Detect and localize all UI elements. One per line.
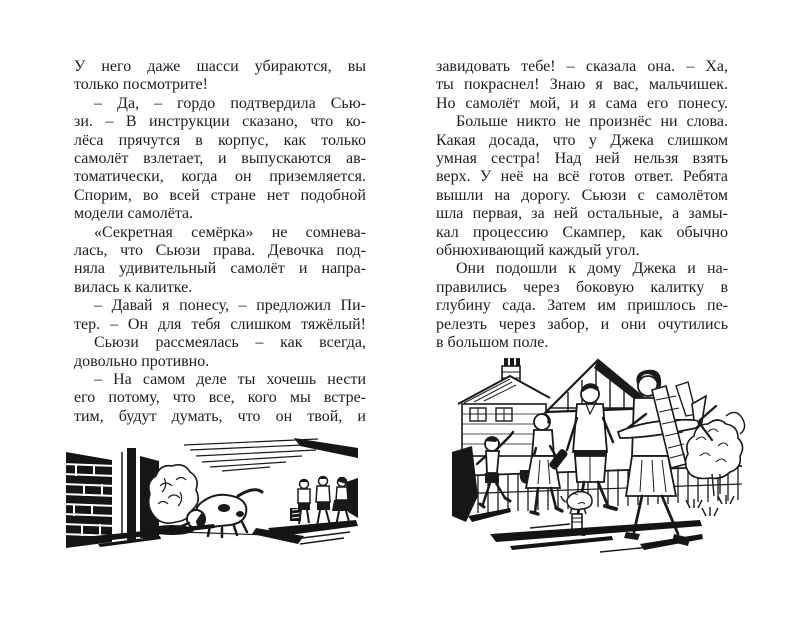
- text-line: Но самолёт мой, и я сама его понесу.: [436, 94, 728, 112]
- text-line: лёса прячутся в корпус, как только: [74, 131, 366, 149]
- dark-band-right: [294, 438, 358, 458]
- text-line: самолёт взлетает, и выпускаются ав-: [74, 150, 366, 168]
- text-line: тер. – Он для тебя слишком тяжёлый!: [74, 315, 366, 333]
- right-page-text: [436, 58, 728, 353]
- text-line: умная сестра! Над ней нельзя взять: [436, 150, 728, 168]
- text-line: ты покраснел! Знаю я вас, мальчишек.: [436, 76, 728, 94]
- text-line: лась, что Сьюзи права. Девочка под-: [74, 242, 366, 260]
- text-line: – На самом деле ты хочешь нести: [94, 370, 366, 388]
- illustration-children-with-airplane: [450, 356, 746, 556]
- text-line: томатически, когда он приземляется.: [74, 168, 366, 186]
- text-line: У него даже шасси убираются, вы: [74, 58, 366, 75]
- text-line: Больше никто не произнёс ни слова.: [456, 113, 728, 131]
- text-line: завидовать тебе! – сказала она. – Ха,: [436, 58, 728, 75]
- text-line: вышли на дорогу. Сьюзи с самолётом: [436, 186, 728, 204]
- text-line: Они подошли к дому Джека и на-: [456, 260, 728, 278]
- text-line: верх. У неё на всё готов ответ. Ребята: [436, 168, 728, 186]
- text-line: правились через боковую калитку в: [436, 278, 728, 296]
- text-line: кал процессию Скампер, как обычно: [436, 223, 728, 241]
- puppy-icon: [561, 492, 592, 514]
- text-line: тим, будут думать, что он твой, и: [74, 407, 366, 425]
- text-line: няла удивительный самолёт и напра-: [74, 260, 366, 278]
- brick-wall-icon: [64, 452, 114, 548]
- shadow-blob: [452, 446, 478, 522]
- text-line: Спорим, во всей стране нет подобной: [74, 186, 366, 204]
- text-line: – Да, – гордо подтвердила Сью-: [94, 94, 366, 112]
- text-line: глубину сада. Затем им пришлось пе-: [436, 297, 728, 315]
- grass-tufts: [686, 495, 734, 516]
- text-line: обнюхивающий каждый угол.: [436, 242, 640, 260]
- text-line: его потому, что все, кого мы встре-: [74, 389, 366, 407]
- children-group-icon: [290, 477, 358, 527]
- text-line: зи. – В инструкции сказано, что ко-: [74, 113, 366, 131]
- text-line: только посмотрите!: [74, 76, 208, 94]
- text-line: вилась к калитке.: [74, 278, 193, 296]
- illustration-dog-at-gate: [64, 436, 360, 548]
- ground-shading: [468, 508, 703, 552]
- text-line: Какая досада, что у Джека слишком: [436, 131, 728, 149]
- text-line: – Давай я понесу, – предложил Пи-: [94, 297, 366, 315]
- text-line: Сьюзи рассмеялась – как всегда,: [94, 334, 366, 352]
- text-line: шла первая, за ней остальные, а замы-: [436, 205, 728, 223]
- text-line: в большом поле.: [436, 334, 549, 352]
- text-line: релезть через забор, и они очутились: [436, 315, 728, 333]
- text-line: модели самолёта.: [74, 205, 194, 223]
- left-page-text: [74, 58, 366, 426]
- text-line: «Секретная семёрка» не сомнева-: [94, 223, 366, 241]
- text-line: довольно противно.: [74, 352, 210, 370]
